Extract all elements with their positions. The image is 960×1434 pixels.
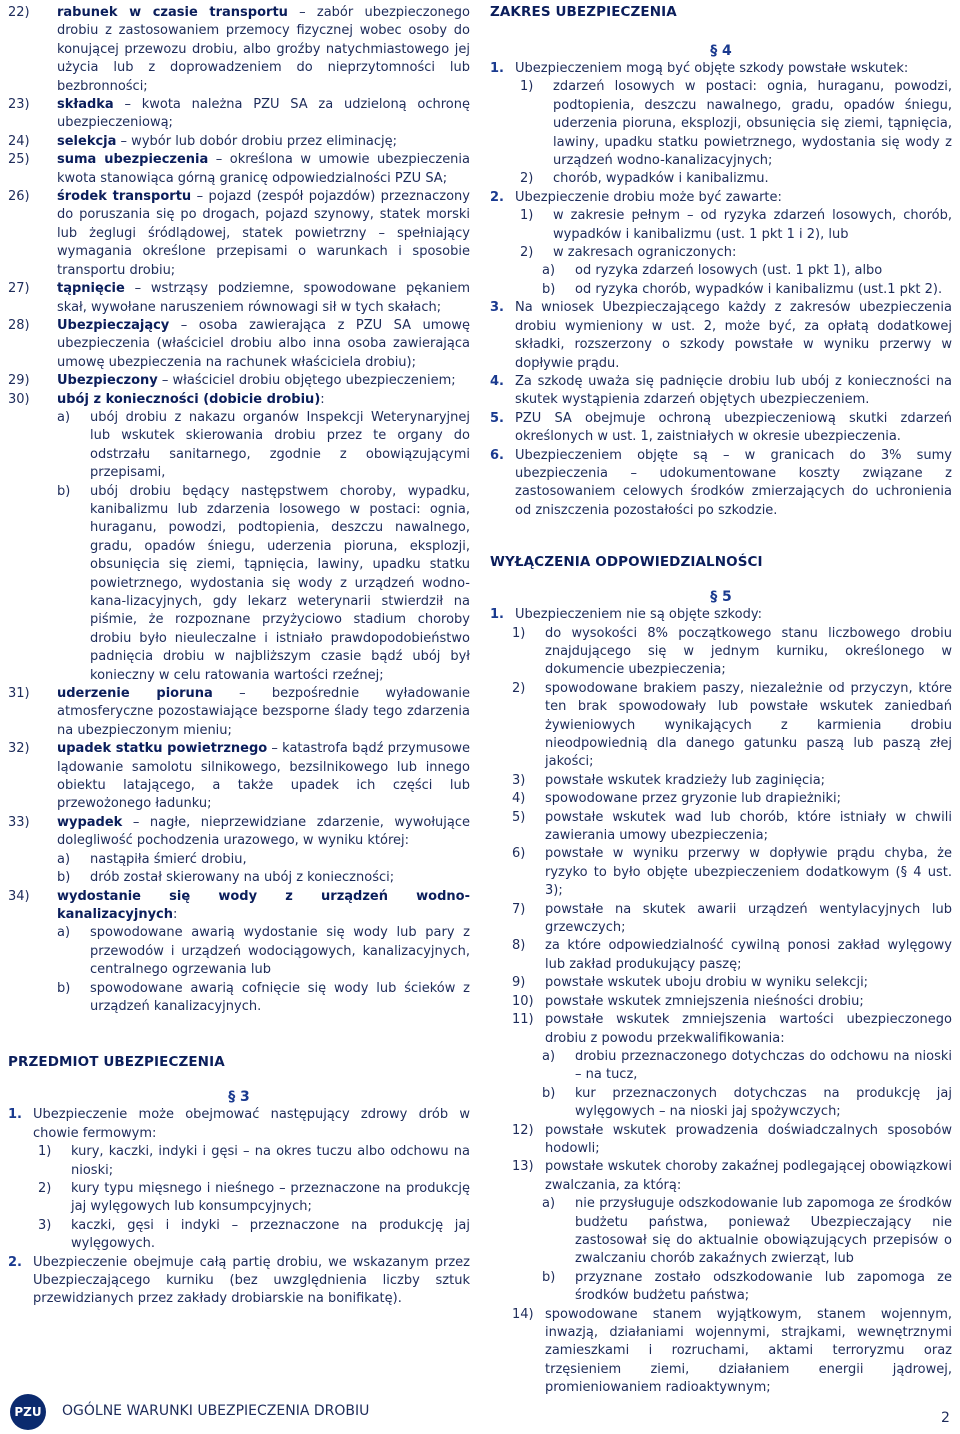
- paragraph-4-sign: § 4: [710, 43, 732, 59]
- sub-item: [490, 1306, 952, 1398]
- paragraph-3-sign: § 3: [228, 1089, 250, 1106]
- clause-item: [490, 373, 952, 410]
- clause-item: [490, 60, 952, 78]
- sub-item: [490, 170, 952, 188]
- item-number: 8): [512, 938, 526, 954]
- pzu-logo: [10, 1394, 46, 1430]
- item-number: 31): [8, 686, 30, 702]
- sub-item: [8, 869, 470, 887]
- sub-item: [490, 1269, 952, 1306]
- definition-rest: :: [320, 391, 325, 407]
- item-text: Ubezpieczenie może obejmować następujący zdrowy drób w chowie fermowym:: [33, 1107, 470, 1141]
- definition-term: suma ubezpieczenia: [57, 152, 209, 168]
- left-column: [8, 4, 470, 1309]
- item-number: 1.: [490, 61, 504, 76]
- definition-item: [8, 685, 470, 740]
- heading-zakres: ZAKRES UBEZPIECZENIA: [490, 4, 677, 20]
- item-text: powstałe wskutek zmniejszenia wartości ubezpieczonego drobiu z powodu przekwalifikowania:: [545, 1012, 952, 1046]
- item-text: powstałe na skutek awarii urządzeń wentylacyjnych lub grzewczych;: [545, 901, 952, 936]
- item-text: ubój drobiu będący następstwem choroby, wypadku, kanibalizmu lub zdarzenia losowego w postaci: ognia, huraganu, powodzi, podtopienia, deszczu nawalnego, gradu, opadów śniegu, uderzenia pioruna, eksplozji, obsunięcia się ziemi, tąpnięcia, lawiny, upadku statku powietrznego, wydostania się wody z urządzeń wodno-kana-lizacyjnych, gdy lekarz weterynarii stwierdził na piśmie, że rozpoznane przyżyciowo stadium choroby drobiu było nieuleczalne i istniało prawdopodobieństwo padnięcia drobiu w najbliższym czasie bądź ubój był konieczny w celu ratowania wartości rzeźnej;: [90, 483, 470, 683]
- sub-item: [8, 924, 470, 979]
- item-number: 4.: [490, 373, 504, 389]
- item-text: Ubezpieczenie drobiu może być zawarte:: [515, 189, 782, 205]
- item-text: Na wniosek Ubezpieczającego każdy z zakresów ubezpieczenia drobiu wymieniony w ust. 2, może być, za opłatą dodatkowej składki, rozszerzony o szkody powstałe w wyniku przerwy w dopływie prądu.: [515, 300, 952, 371]
- definition-text: [57, 280, 470, 317]
- item-text: PZU SA obejmuje ochroną ubezpieczeniową skutki zdarzeń określonych w ust. 1, zaistniałych w okresie ubezpieczenia.: [515, 410, 952, 445]
- sub-item: [8, 980, 470, 1017]
- item-number: 1.: [8, 1107, 22, 1123]
- item-number: b): [542, 281, 556, 297]
- item-number: 10): [512, 993, 534, 1009]
- item-text: Za szkodę uważa się padnięcie drobiu lub ubój z konieczności na skutek wystąpienia zdarzeń objętych ubezpieczeniem.: [515, 373, 952, 408]
- item-number: 12): [512, 1122, 534, 1138]
- item-number: 7): [512, 901, 526, 917]
- item-text: od ryzyka chorób, wypadków i kanibalizmu (ust.1 pkt 2).: [575, 281, 943, 297]
- item-text: powstałe wskutek choroby zakaźnej podlegającej obowiązkowi zwalczania, za którą:: [545, 1159, 952, 1193]
- item-number: 6.: [490, 447, 504, 463]
- item-number: a): [542, 1048, 556, 1064]
- item-text: przyznane zostało odszkodowanie lub zapomoga ze środków budżetu państwa;: [575, 1269, 952, 1304]
- sub-item: [490, 281, 952, 299]
- definition-text: [57, 391, 470, 409]
- item-number: 1): [520, 79, 534, 95]
- definition-term: ubój z konieczności (dobicie drobiu): [57, 391, 321, 407]
- item-text: powstałe wskutek kradzieży lub zaginięcia;: [545, 772, 826, 788]
- item-text: kury typu mięsnego i nieśnego – przeznaczone na produkcję jaj wylęgowych lub konsumpcyjnych;: [71, 1180, 470, 1215]
- right-column: [490, 4, 952, 1398]
- item-number: 5.: [490, 410, 504, 426]
- item-number: 13): [512, 1159, 534, 1175]
- item-number: 3): [512, 772, 526, 788]
- paragraph-5-sign: § 5: [710, 589, 732, 606]
- item-text: kaczki, gęsi i indyki – przeznaczone na produkcję jaj wylęgowych.: [71, 1217, 470, 1252]
- item-number: a): [57, 925, 71, 941]
- sub-item: [490, 845, 952, 900]
- sub-item: [490, 1195, 952, 1269]
- heading-przedmiot: PRZEDMIOT UBEZPIECZENIA: [8, 1054, 225, 1071]
- sub-item: [8, 1143, 470, 1180]
- definition-item: [8, 151, 470, 188]
- sub-item: [8, 483, 470, 685]
- item-number: b): [542, 1085, 556, 1101]
- sub-item: [490, 1158, 952, 1195]
- item-number: a): [57, 409, 71, 425]
- definition-item: [8, 740, 470, 814]
- definition-item: [8, 391, 470, 409]
- definition-item: [8, 317, 470, 372]
- definition-term: selekcja: [57, 133, 117, 149]
- item-text: spowodowane stanem wyjątkowym, stanem wojennym, inwazją, działaniami wojennymi, strajkami, wewnętrznymi zamieszkami i rozruchami, aktami terroryzmu oraz trzęsieniem ziemi, działaniem energii jądrowej, promieniowaniem radioaktywnym;: [545, 1306, 952, 1396]
- item-number: 14): [512, 1306, 534, 1322]
- sub-item: [8, 851, 470, 869]
- item-number: 2): [520, 171, 534, 187]
- item-number: 22): [8, 5, 30, 20]
- definition-rest: – pojazd (zespół pojazdów) przeznaczony do poruszania się po drogach, pojazd szynowy, statek morski lub żeglugi śródlądowej, statek powietrzny – spełniający wymagania określone przepisami o warunkach i sposobie transportu drobiu;: [57, 189, 470, 278]
- definition-rest: – bezpośrednie wyładowanie atmosferyczne pozostawiające bezsporne ślady tego zdarzenia na ubezpieczonym mieniu;: [57, 686, 470, 738]
- item-number: 33): [8, 814, 30, 830]
- definition-term: tąpnięcie: [57, 281, 125, 297]
- item-text: chorób, wypadków i kanibalizmu.: [553, 171, 769, 187]
- clause-item: [490, 606, 952, 624]
- item-text: spowodowane brakiem paszy, niezależnie od przyczyn, które ten brak spowodowały lub powstałe wskutek zaniedbań żywieniowych wynikających z karmienia drobiu nieodpowiednią dla danego gatunku paszą lub paszą złej jakości;: [545, 680, 952, 770]
- definition-text: [57, 685, 470, 740]
- item-text: w zakresie pełnym – od ryzyka zdarzeń losowych, chorób, wypadków i kanibalizmu (ust. 1 pkt 1 i 2), lub: [553, 208, 952, 242]
- definition-text: [57, 151, 470, 188]
- item-number: 2): [38, 1180, 52, 1196]
- footer-title: OGÓLNE WARUNKI UBEZPIECZENIA DROBIU: [62, 1403, 370, 1419]
- definition-text: [57, 317, 470, 372]
- item-number: 23): [8, 97, 30, 113]
- definition-text: [57, 888, 470, 925]
- item-number: 11): [512, 1012, 534, 1028]
- item-text: powstałe wskutek prowadzenia doświadczalnych sposobów hodowli;: [545, 1122, 952, 1156]
- item-number: 3): [38, 1217, 52, 1233]
- definition-term: środek transportu: [57, 189, 192, 205]
- definition-term: wydostanie się wody z urządzeń wodno-kanalizacyjnych: [57, 888, 470, 922]
- sub-item: [490, 625, 952, 680]
- clause-item: [8, 1254, 470, 1309]
- item-text: do wysokości 8% początkowego stanu liczbowego drobiu znajdującego się w jednym kurniku, określonego w dokumencie ubezpieczenia;: [545, 625, 952, 678]
- definition-item: [8, 814, 470, 851]
- item-text: nastąpiła śmierć drobiu,: [90, 851, 247, 867]
- item-text: kury, kaczki, indyki i gęsi – na okres tuczu albo odchowu na nioski;: [71, 1144, 470, 1178]
- item-text: Ubezpieczeniem nie są objęte szkody:: [515, 607, 762, 623]
- item-number: 29): [8, 373, 30, 389]
- item-number: a): [57, 851, 71, 867]
- item-number: a): [542, 1196, 556, 1212]
- definition-term: upadek statku powietrznego: [57, 741, 268, 757]
- sub-item: [490, 1085, 952, 1122]
- item-text: zdarzeń losowych w postaci: ognia, huraganu, powodzi, podtopienia, deszczu nawalnego, gradu, opadów śniegu, uderzenia pioruna, eksplozji, obsunięcia się ziemi, tąpnięcia, lawiny, upadku statku powietrznego, wydostania się wody z urządzeń wodno-kanalizacyjnych;: [553, 79, 952, 169]
- definition-text: [57, 133, 470, 151]
- definition-rest: – nagłe, nieprzewidziane zdarzenie, wywołujące dolegliwość pochodzenia urazowego, w wyniku której:: [57, 814, 470, 849]
- definition-item: [8, 133, 470, 151]
- clause-item: [490, 410, 952, 447]
- item-number: a): [542, 263, 556, 279]
- item-text: Ubezpieczeniem mogą być objęte szkody powstałe wskutek:: [515, 61, 909, 76]
- definition-item: [8, 4, 470, 96]
- definition-text: [57, 4, 470, 96]
- item-text: Ubezpieczenie obejmuje całą partię drobiu, we wskazanym przez Ubezpieczającego kurniku (bez uwzględnienia liczby sztuk przewidzianych przez zakłady drobiarskie na bonifikatę).: [33, 1254, 470, 1307]
- item-number: 27): [8, 281, 30, 297]
- item-number: 25): [8, 152, 30, 168]
- item-number: b): [542, 1269, 556, 1285]
- definition-item: [8, 888, 470, 925]
- item-number: 9): [512, 975, 526, 991]
- definition-item: [8, 372, 470, 390]
- item-number: 2): [512, 680, 526, 696]
- sub-item: [490, 901, 952, 938]
- item-number: 24): [8, 133, 30, 149]
- item-number: 2.: [490, 189, 504, 205]
- definition-term: Ubezpieczony: [57, 373, 158, 389]
- sub-item: [490, 207, 952, 244]
- item-number: 1): [38, 1144, 52, 1160]
- heading-przedmiot-wrap: [8, 1054, 470, 1070]
- definition-rest: – wstrząsy podziemne, spowodowane pękaniem skał, wywołane naruszeniem równowagi sił w tych skałach;: [57, 281, 470, 315]
- item-text: Ubezpieczeniem objęte są – w granicach do 3% sumy ubezpieczenia – udokumentowane koszty związane z zastosowaniem celowych środków zmierzających do uchronienia od zniszczenia pozostałości po szkodzie.: [515, 447, 952, 518]
- clause-item: [490, 189, 952, 207]
- sub-item: [8, 1217, 470, 1254]
- definition-item: [8, 96, 470, 133]
- sub-item: [490, 1011, 952, 1048]
- sub-item: [490, 78, 952, 170]
- page-number: 2: [941, 1410, 950, 1426]
- definition-rest: – wybór lub dobór drobiu przez eliminację;: [116, 133, 398, 149]
- item-text: powstałe wskutek zmniejszenia nieśności drobiu;: [545, 993, 864, 1009]
- item-text: powstałe wskutek uboju drobiu w wyniku selekcji;: [545, 975, 869, 991]
- item-number: b): [57, 483, 71, 499]
- sub-item: [8, 1180, 470, 1217]
- item-number: 4): [512, 791, 526, 807]
- item-text: w zakresach ograniczonych:: [553, 245, 737, 261]
- definition-term: Ubezpieczający: [57, 317, 170, 333]
- item-number: 28): [8, 317, 30, 333]
- clause-item: [8, 1106, 470, 1143]
- item-text: powstałe w wyniku przerwy w dopływie prądu chyba, że ryzyko to było objęte ubezpieczeniem dodatkowym (§ 4 ust. 3);: [545, 846, 952, 899]
- definition-text: [57, 814, 470, 851]
- item-number: 1.: [490, 607, 504, 623]
- sub-item: [490, 974, 952, 992]
- definition-term: uderzenie pioruna: [57, 686, 213, 702]
- item-text: od ryzyka zdarzeń losowych (ust. 1 pkt 1), albo: [575, 263, 883, 279]
- item-number: 6): [512, 846, 526, 862]
- definition-item: [8, 280, 470, 317]
- item-text: powstałe wskutek wad lub chorób, które istniały w chwili zawierania umowy ubezpieczenia;: [545, 809, 952, 844]
- definition-rest: – właściciel drobiu objętego ubezpieczeniem;: [157, 373, 456, 389]
- item-number: b): [57, 980, 71, 996]
- heading-wylaczenia: WYŁĄCZENIA ODPOWIEDZIALNOŚCI: [490, 554, 763, 571]
- definition-text: [57, 188, 470, 280]
- definition-term: rabunek w czasie transportu: [57, 5, 288, 20]
- item-text: nie przysługuje odszkodowanie lub zapomoga ze środków budżetu państwa, ponieważ Ubezpieczający nie zastosował się do aktualnie obowiązujących przepisów o zwalczaniu chorób zakaźnych zwierząt, lub: [575, 1196, 952, 1267]
- item-number: 3.: [490, 300, 504, 316]
- heading-wylaczenia-wrap: [490, 554, 952, 570]
- item-text: za które odpowiedzialność cywilną ponosi zakład wylęgowy lub zakład produkujący paszę;: [545, 938, 952, 972]
- clause-item: [490, 447, 952, 521]
- item-text: spowodowane przez gryzonie lub drapieżniki;: [545, 791, 842, 807]
- definition-text: [57, 96, 470, 133]
- item-number: 26): [8, 189, 30, 205]
- sub-item: [490, 244, 952, 262]
- item-number: 2): [520, 245, 534, 261]
- heading-zakres-wrap: [490, 4, 952, 20]
- sub-item: [8, 409, 470, 483]
- sub-item: [490, 1122, 952, 1159]
- definition-rest: – katastrofa bądź przymusowe lądowanie samolotu silnikowego, bezsilnikowego lub innego obiektu latającego, a także upadek ich części lub przewożonego ładunku;: [57, 741, 471, 812]
- definition-rest: – osoba zawierająca z PZU SA umowę ubezpieczenia (właściciel drobiu albo inna osoba zawierająca umowę ubezpieczenia na rachunek właściciela drobiu);: [57, 317, 470, 370]
- item-number: 30): [8, 391, 30, 407]
- sub-item: [490, 993, 952, 1011]
- item-text: drób został skierowany na ubój z konieczności;: [90, 870, 395, 886]
- sub-item: [490, 772, 952, 790]
- definition-term: wypadek: [57, 814, 123, 830]
- definition-rest: – zabór ubezpieczonego drobiu z zastosowaniem przemocy fizycznej wobec osoby do konującej przewozu drobiu, albo groźby natychmiastowego jej użycia lub z doprowadzeniem do nieprzytomności lub bezbronności;: [57, 5, 470, 94]
- definition-rest: – kwota należna PZU SA za udzieloną ochronę ubezpieczeniową;: [57, 97, 470, 131]
- item-number: 32): [8, 741, 30, 757]
- sub-item: [490, 262, 952, 280]
- sub-item: [490, 680, 952, 772]
- definition-term: składka: [57, 97, 114, 113]
- item-number: 1): [512, 625, 526, 641]
- item-text: ubój drobiu z nakazu organów Inspekcji Weterynaryjnej lub wskutek skierowania drobiu przez te organy do odstrzału sanitarnego, zgodnie z obowiązującymi przepisami,: [90, 409, 470, 481]
- item-number: 1): [520, 208, 534, 224]
- item-text: spowodowane awarią wydostanie się wody lub pary z przewodów i urządzeń wodociągowych, kanalizacyjnych, centralnego ogrzewania lub: [90, 925, 470, 978]
- clause-item: [490, 299, 952, 373]
- item-number: 2.: [8, 1254, 22, 1270]
- sub-item: [490, 1048, 952, 1085]
- definition-rest: :: [173, 906, 178, 922]
- sub-item: [490, 809, 952, 846]
- item-number: 5): [512, 809, 526, 825]
- item-number: b): [57, 870, 71, 886]
- item-text: kur przeznaczonych dotychczas na produkcję jaj wylęgowych – na nioski jaj spożywczych;: [575, 1085, 952, 1120]
- sub-item: [490, 937, 952, 974]
- item-text: spowodowane awarią cofnięcie się wody lub ścieków z urządzeń kanalizacyjnych.: [90, 980, 470, 1014]
- definition-item: [8, 188, 470, 280]
- pzu-logo-text: PZU: [14, 1405, 42, 1419]
- item-text: drobiu przeznaczonego dotychczas do odchowu na nioski – na tucz,: [575, 1048, 952, 1083]
- definition-rest: – określona w umowie ubezpieczenia kwota stanowiąca górną granicę odpowiedzialności PZU SA;: [57, 152, 471, 186]
- definition-text: [57, 740, 470, 814]
- item-number: 34): [8, 888, 30, 904]
- sub-item: [490, 790, 952, 808]
- definition-text: [57, 372, 470, 390]
